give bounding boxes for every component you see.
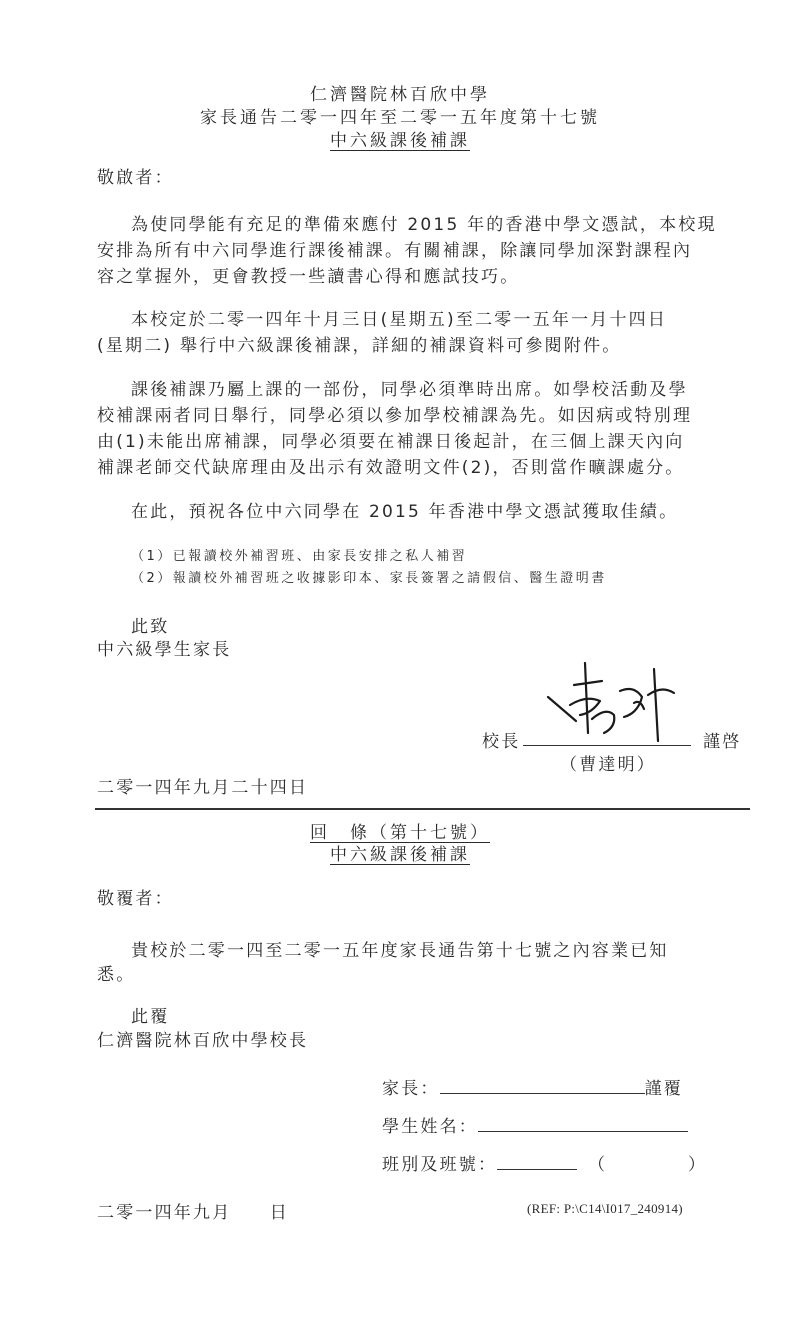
footnote-1: （1）已報讀校外補習班、由家長安排之私人補習: [131, 549, 468, 564]
class-label: 班別及班號：: [382, 1155, 498, 1175]
signature-line: [523, 745, 691, 746]
paragraph-line: 本校定於二零一四年十月三日(星期五)至二零一五年一月十四日: [131, 310, 668, 330]
reply-closing-1: 此覆: [131, 1007, 170, 1027]
school-name: 仁濟醫院林百欣中學: [310, 85, 490, 105]
parent-field-row: [382, 1074, 683, 1099]
principal-name: （曹達明）: [560, 755, 656, 775]
principal-signature: [530, 655, 690, 745]
reply-subject: 中六級課後補課: [330, 845, 470, 865]
paragraph-line: 容之掌握外，更會教授一些讀書心得和應試技巧。: [97, 267, 520, 287]
class-row: [382, 1150, 577, 1175]
paragraph-line: 由(1)未能出席補課，同學必須要在補課日後起計，在三個上課天內向: [97, 432, 685, 452]
class-number-open: （: [588, 1155, 608, 1175]
reference-code: (REF: P:\C14\I017_240914): [527, 1201, 683, 1216]
salutation: 敬啟者：: [97, 168, 174, 188]
student-label: 學生姓名：: [382, 1117, 478, 1137]
reply-body-line: 悉。: [97, 965, 136, 985]
student-name-row: [382, 1112, 688, 1137]
closing-line-2: 中六級學生家長: [97, 640, 232, 660]
respectfully: 謹啓: [703, 732, 742, 752]
paragraph-4: 在此，預祝各位中六同學在 2015 年香港中學文憑試獲取佳績。: [131, 502, 679, 522]
notice-subject: 中六級課後補課: [330, 131, 470, 151]
tear-off-divider: [95, 808, 750, 810]
principal-label: 校長: [482, 732, 521, 752]
reply-salutation: 敬覆者：: [97, 889, 174, 909]
paragraph-line: 校補課兩者同日舉行，同學必須以參加學校補課為先。如因病或特別理: [97, 406, 693, 426]
class-number-close: ）: [688, 1155, 708, 1175]
class-field[interactable]: [497, 1153, 577, 1170]
parent-suffix: 謹覆: [644, 1079, 684, 1099]
paragraph-line: 補課老師交代缺席理由及出示有效證明文件(2)，否則當作曠課處分。: [97, 458, 685, 478]
closing-line-1: 此致: [131, 617, 170, 637]
footnote-2: （2）報讀校外補習班之收據影印本、家長簽署之請假信、醫生證明書: [131, 571, 607, 586]
paragraph-line: 課後補課乃屬上課的一部份，同學必須準時出席。如學校活動及學: [131, 380, 688, 400]
reply-title: 回 條（第十七號）: [310, 823, 490, 843]
parent-signature-field[interactable]: [440, 1077, 645, 1094]
reply-body-line: 貴校於二零一四至二零一五年度家長通告第十七號之內容業已知: [131, 941, 669, 961]
notice-date: 二零一四年九月二十四日: [97, 778, 309, 798]
paragraph-line: (星期二) 舉行中六級課後補課，詳細的補課資料可參閱附件。: [97, 336, 622, 356]
reply-closing-2: 仁濟醫院林百欣中學校長: [97, 1031, 309, 1051]
student-name-field[interactable]: [478, 1115, 688, 1132]
reply-date: 二零一四年九月 日: [97, 1203, 289, 1223]
notice-number: 家長通告二零一四年至二零一五年度第十七號: [200, 108, 600, 128]
paragraph-line: 為使同學能有充足的準備來應付 2015 年的香港中學文憑試，本校現: [131, 215, 717, 235]
paragraph-line: 安排為所有中六同學進行課後補課。有關補課，除讓同學加深對課程內: [97, 241, 693, 261]
parent-label: 家長：: [382, 1079, 440, 1099]
